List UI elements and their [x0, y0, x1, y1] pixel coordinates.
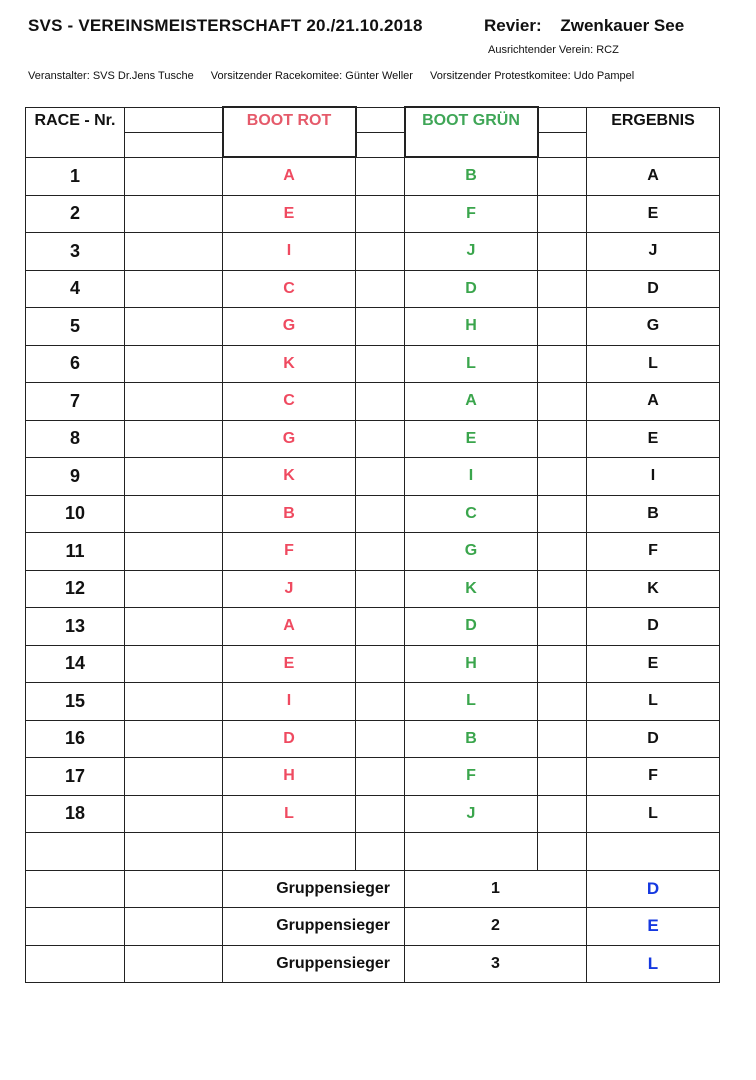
boot-gruen-cell: H — [405, 645, 538, 683]
race-number: 12 — [26, 570, 125, 608]
boot-gruen-cell: B — [405, 720, 538, 758]
ergebnis-cell: E — [587, 645, 720, 683]
boot-gruen-header: BOOT GRÜN — [405, 107, 538, 157]
table-row — [26, 758, 720, 796]
group-winner-value: E — [587, 908, 720, 946]
table-row — [26, 420, 720, 458]
table-row — [26, 533, 720, 571]
boot-rot-cell: E — [223, 195, 356, 233]
ergebnis-cell: F — [587, 533, 720, 571]
ergebnis-header: ERGEBNIS — [587, 107, 720, 157]
protest-committee: Vorsitzender Protestkomitee: Udo Pampel — [430, 70, 635, 82]
boot-rot-cell: D — [223, 720, 356, 758]
boot-rot-cell: B — [223, 495, 356, 533]
table-row — [26, 157, 720, 195]
group-winner-label: Gruppensieger — [223, 908, 405, 946]
race-committee: Vorsitzender Racekomitee: Günter Weller — [210, 70, 413, 82]
group-winner-label: Gruppensieger — [223, 870, 405, 908]
boot-gruen-cell: L — [405, 345, 538, 383]
group-winner-row — [26, 908, 720, 946]
venue-value: Zwenkauer See — [560, 16, 685, 35]
race-number: 1 — [26, 157, 125, 195]
race-number: 3 — [26, 233, 125, 271]
ergebnis-cell: A — [587, 383, 720, 421]
boot-rot-cell: E — [223, 645, 356, 683]
race-number: 18 — [26, 795, 125, 833]
boot-gruen-cell: D — [405, 608, 538, 646]
boot-rot-cell: A — [223, 157, 356, 195]
ergebnis-cell: D — [587, 608, 720, 646]
ergebnis-cell: F — [587, 758, 720, 796]
boot-gruen-cell: G — [405, 533, 538, 571]
boot-rot-cell: C — [223, 270, 356, 308]
boot-gruen-cell: L — [405, 683, 538, 721]
race-number: 15 — [26, 683, 125, 721]
race-number: 4 — [26, 270, 125, 308]
table-row — [26, 795, 720, 833]
race-number: 13 — [26, 608, 125, 646]
race-number: 6 — [26, 345, 125, 383]
table-row — [26, 270, 720, 308]
table-row — [26, 495, 720, 533]
boot-rot-cell: I — [223, 233, 356, 271]
group-winner-number: 2 — [405, 908, 587, 946]
boot-rot-cell: C — [223, 383, 356, 421]
boot-gruen-cell: F — [405, 195, 538, 233]
boot-rot-header: BOOT ROT — [223, 107, 356, 157]
race-number: 9 — [26, 458, 125, 496]
boot-gruen-cell: I — [405, 458, 538, 496]
race-number: 11 — [26, 533, 125, 571]
table-row — [26, 608, 720, 646]
race-number: 8 — [26, 420, 125, 458]
table-row — [26, 645, 720, 683]
boot-rot-cell: A — [223, 608, 356, 646]
table-row — [26, 570, 720, 608]
boot-gruen-cell: C — [405, 495, 538, 533]
group-winner-number: 1 — [405, 870, 587, 908]
race-nr-header: RACE - Nr. — [26, 107, 125, 157]
ergebnis-cell: D — [587, 720, 720, 758]
table-row — [26, 720, 720, 758]
table-row — [26, 383, 720, 421]
race-number: 5 — [26, 308, 125, 346]
race-number: 7 — [26, 383, 125, 421]
race-number: 14 — [26, 645, 125, 683]
ergebnis-cell: J — [587, 233, 720, 271]
boot-rot-cell: G — [223, 308, 356, 346]
ergebnis-cell: K — [587, 570, 720, 608]
boot-rot-cell: L — [223, 795, 356, 833]
header-row — [26, 107, 720, 132]
empty-row — [26, 833, 720, 871]
table-row — [26, 345, 720, 383]
organizers-line — [28, 70, 648, 82]
boot-rot-cell: G — [223, 420, 356, 458]
table-row — [26, 458, 720, 496]
boot-rot-cell: J — [223, 570, 356, 608]
race-number: 2 — [26, 195, 125, 233]
group-winner-value: L — [587, 945, 720, 983]
ergebnis-cell: G — [587, 308, 720, 346]
boot-gruen-cell: H — [405, 308, 538, 346]
race-number: 17 — [26, 758, 125, 796]
boot-gruen-cell: E — [405, 420, 538, 458]
group-winner-row — [26, 945, 720, 983]
group-winner-value: D — [587, 870, 720, 908]
organizer: Veranstalter: SVS Dr.Jens Tusche — [28, 70, 194, 82]
group-winner-number: 3 — [405, 945, 587, 983]
boot-gruen-cell: F — [405, 758, 538, 796]
race-number: 16 — [26, 720, 125, 758]
table-row — [26, 233, 720, 271]
boot-rot-cell: H — [223, 758, 356, 796]
host-club: Ausrichtender Verein: RCZ — [488, 44, 619, 56]
venue-label: Revier: — [484, 16, 542, 35]
boot-rot-cell: K — [223, 458, 356, 496]
ergebnis-cell: L — [587, 795, 720, 833]
document-title: SVS - VEREINSMEISTERSCHAFT 20./21.10.2018 — [28, 16, 423, 35]
boot-rot-cell: K — [223, 345, 356, 383]
ergebnis-cell: D — [587, 270, 720, 308]
venue — [484, 16, 684, 36]
boot-gruen-cell: D — [405, 270, 538, 308]
race-number: 10 — [26, 495, 125, 533]
boot-gruen-cell: J — [405, 795, 538, 833]
table-row — [26, 195, 720, 233]
ergebnis-cell: I — [587, 458, 720, 496]
ergebnis-cell: E — [587, 195, 720, 233]
boot-gruen-cell: K — [405, 570, 538, 608]
group-winner-row — [26, 870, 720, 908]
ergebnis-cell: B — [587, 495, 720, 533]
ergebnis-cell: L — [587, 683, 720, 721]
ergebnis-cell: E — [587, 420, 720, 458]
boot-gruen-cell: A — [405, 383, 538, 421]
boot-rot-cell: I — [223, 683, 356, 721]
boot-gruen-cell: J — [405, 233, 538, 271]
boot-rot-cell: F — [223, 533, 356, 571]
ergebnis-cell: L — [587, 345, 720, 383]
table-row — [26, 683, 720, 721]
results-table — [25, 106, 720, 983]
table-row — [26, 308, 720, 346]
group-winner-label: Gruppensieger — [223, 945, 405, 983]
boot-gruen-cell: B — [405, 157, 538, 195]
ergebnis-cell: A — [587, 157, 720, 195]
